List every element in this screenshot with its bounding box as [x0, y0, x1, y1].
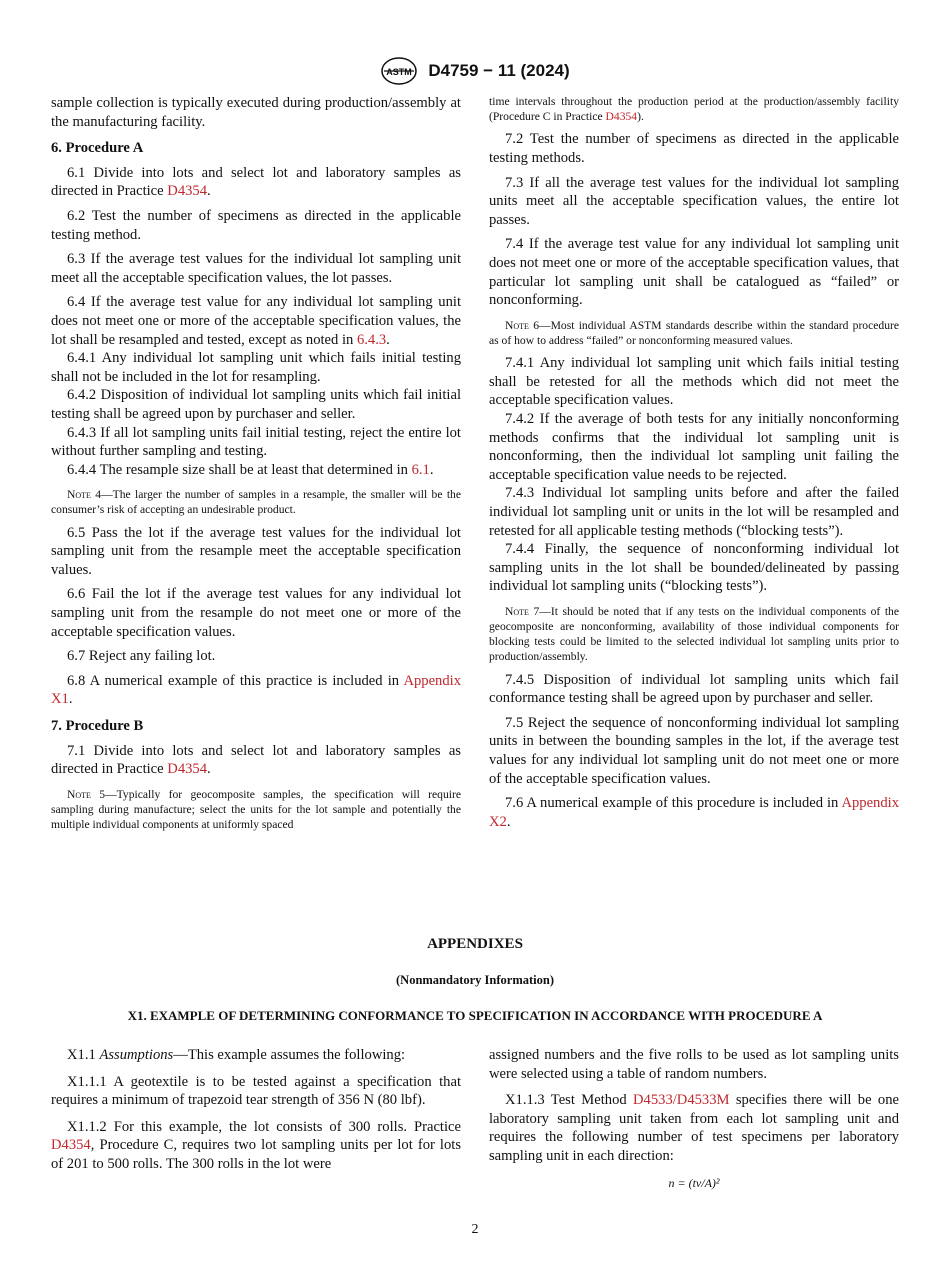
document-code: D4759 − 11 (2024): [428, 61, 570, 80]
reference-link[interactable]: 6.4.3: [356, 331, 387, 348]
paragraph-7-4-4: 7.4.4 Finally, the sequence of nonconforming individual lot sampling units in the lot shall be bounded/delineated by passing individual lot sampling units (“blocking tests”).: [489, 541, 899, 595]
paragraph-6-7: 6.7 Reject any failing lot.: [67, 648, 216, 665]
note-5: Note 5—Typically for geocomposite samples, the specification will require sampling during manufacture; select the units for the lot sample and potentially the multiple individual components at uniformly spaced: [51, 787, 461, 832]
paragraph-6-4-2: 6.4.2 Disposition of individual lot sampling units which fail initial testing shall be agreed upon by purchaser and seller.: [51, 387, 461, 422]
left-column: [51, 94, 461, 838]
note-4: Note 4—The larger the number of samples in a resample, the smaller will be the consumer’s risk of accepting an undesirable product.: [51, 488, 461, 517]
paragraph-x1-1-1: X1.1.1 A geotextile is to be tested against a specification that requires a minimum of trapezoid tear strength of 356 N (80 lbf).: [51, 1073, 461, 1109]
paragraph-6-8: 6.8 A numerical example of this practice is included in Appendix X1.: [51, 672, 461, 708]
astm-logo-text: ASTM: [386, 67, 413, 77]
reference-link[interactable]: D4354: [167, 761, 208, 778]
appendix-link[interactable]: Appendix X1: [51, 672, 461, 708]
appendixes-title: APPENDIXES: [427, 936, 523, 952]
paragraph-7-4-1: 7.4.1 Any individual lot sampling unit which fails initial testing shall be retested for all the methods which did not meet the acceptable specification values.: [489, 355, 899, 409]
reference-link[interactable]: 6.1: [411, 461, 430, 478]
reference-link[interactable]: D4354: [167, 183, 208, 200]
appendix-right-column: [489, 1046, 899, 1192]
right-column: [489, 94, 899, 837]
section-heading-6: 6. Procedure A: [51, 140, 144, 157]
section-heading-7: 7. Procedure B: [51, 718, 144, 735]
paragraph-6-6: 6.6 Fail the lot if the average test values for any individual lot sampling unit from the resample do not meet one or more of the acceptable specification values.: [51, 586, 461, 640]
paragraph-7-4-5: 7.4.5 Disposition of individual lot sampling units which fail conformance testing shall be agreed upon by purchaser and seller.: [489, 671, 899, 707]
appendix-left-column: [51, 1046, 461, 1182]
page-header: [0, 56, 950, 86]
note-6: Note 6—Most individual ASTM standards describe within the standard procedure as of how to address “failed” or nonconforming measured values.: [489, 318, 899, 347]
paragraph-7-4-3: 7.4.3 Individual lot sampling units before and after the failed individual lot sampling unit or units in the lot will be resampled and retested for all applicable testing methods (“blocking tests”).: [489, 485, 899, 539]
paragraph-6-4: 6.4 If the average test value for any individual lot sampling unit does not meet one or more of the acceptable specification values, the lot shall be resampled and tested, except as noted in 6.4.3.: [51, 294, 461, 348]
reference-link[interactable]: D4354: [605, 110, 638, 124]
formula: n = (tν/A)²: [668, 1175, 720, 1190]
note-7: Note 7—It should be noted that if any tests on the individual components of the geocomposite are nonconforming, availability of those individual components for blocking tests could be limited to the selected individual lot sampling units prior to production/assembly.: [489, 604, 899, 664]
appendix-link[interactable]: Appendix X2: [489, 795, 899, 830]
paragraph-6-4-4: 6.4.4 The resample size shall be at least that determined in 6.1.: [67, 461, 434, 478]
paragraph-7-5: 7.5 Reject the sequence of nonconforming individual lot sampling units in between the bounding samples in the lot, if the average test values for any individual lot sampling unit do not meet one or more of the acceptable specification values.: [489, 714, 899, 787]
page-number: 2: [471, 1222, 479, 1237]
paragraph-7-2: 7.2 Test the number of specimens as directed in the applicable testing methods.: [489, 131, 899, 166]
paragraph-x1-1-2: X1.1.2 For this example, the lot consists of 300 rolls. Practice D4354, Procedure C, requires two lot sampling units per lot for lots of 201 to 500 rolls. The 300 rolls in the lot were: [51, 1118, 461, 1172]
paragraph-x1-1-2-continued: assigned numbers and the five rolls to be used as lot sampling units were selected using a table of random numbers.: [489, 1047, 899, 1082]
paragraph-6-3: 6.3 If the average test values for the individual lot sampling unit meet all the acceptable specification values, the lot passes.: [51, 251, 461, 286]
paragraph-6-2: 6.2 Test the number of specimens as directed in the applicable testing method.: [51, 207, 461, 243]
paragraph-7-4-2: 7.4.2 If the average of both tests for any initially nonconforming methods confirms that the individual lot sampling unit is nonconforming, then the individual lot sampling unit failing the acceptable specification value needs to be rejected.: [489, 410, 899, 483]
paragraph-7-1: 7.1 Divide into lots and select lot and laboratory samples as directed in Practice D4354.: [51, 742, 461, 778]
appendixes-subtitle: (Nonmandatory Information): [396, 973, 554, 987]
paragraph-6-4-1: 6.4.1 Any individual lot sampling unit which fails initial testing shall not be included in the lot for resampling.: [51, 350, 461, 385]
paragraph-7-6: 7.6 A numerical example of this procedure is included in Appendix X2.: [489, 795, 899, 830]
reference-link[interactable]: D4354: [51, 1137, 91, 1154]
paragraph-6-1: 6.1 Divide into lots and select lot and laboratory samples as directed in Practice D4354.: [51, 164, 461, 200]
paragraph-6-5: 6.5 Pass the lot if the average test values for the individual lot sampling unit from the resample meet the acceptable specification values.: [51, 524, 461, 578]
paragraph-x1-1-3: X1.1.3 Test Method D4533/D4533M specifies there will be one laboratory sampling unit taken from each lot sampling unit and requires the following number of test specimens per laboratory sampling unit in each direction:: [489, 1092, 899, 1164]
reference-link[interactable]: D4533/D4533M: [633, 1092, 730, 1109]
note-5-continued: time intervals throughout the production period at the production/assembly facility (Procedure C in Practice D4354).: [489, 95, 899, 124]
paragraph-7-3: 7.3 If all the average test values for the individual lot sampling units meet all the acceptable specification values, the entire lot passes.: [489, 174, 899, 228]
appendix-x1-title: X1. EXAMPLE OF DETERMINING CONFORMANCE TO SPECIFICATION IN ACCORDANCE WITH PROCEDURE A: [127, 1008, 823, 1023]
paragraph: sample collection is typically executed during production/assembly at the manufacturing facility.: [51, 95, 461, 130]
paragraph-7-4: 7.4 If the average test value for any individual lot sampling unit does not meet one or more of the acceptable specification values, that particular lot sampling unit shall be catalogued as “failed” or nonconforming.: [489, 236, 899, 309]
paragraph-x1-1: X1.1 Assumptions—This example assumes the following:: [67, 1047, 406, 1063]
paragraph-6-4-3: 6.4.3 If all lot sampling units fail initial testing, reject the entire lot without further sampling and testing.: [51, 424, 461, 460]
astm-logo-icon: [380, 56, 418, 86]
